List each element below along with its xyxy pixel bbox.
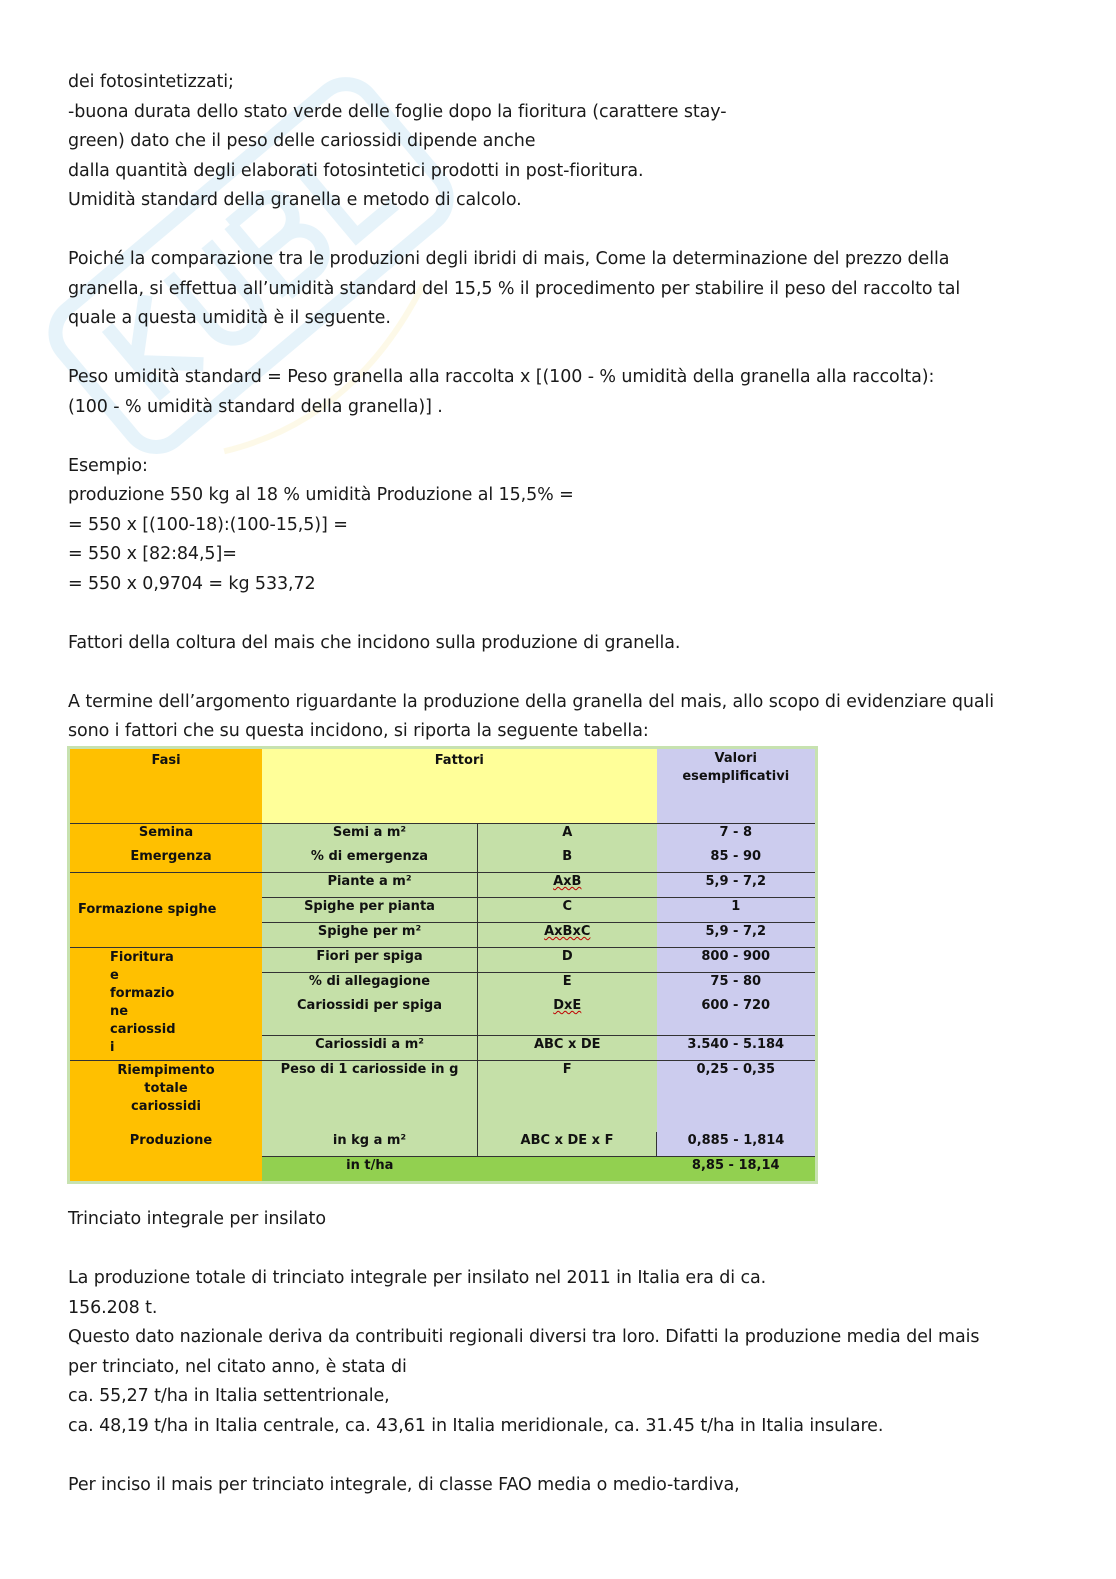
- fattore: Semi a m²: [262, 824, 478, 849]
- header-valori: Valori esemplificativi: [657, 748, 817, 824]
- simbolo: ABC x DE: [478, 1035, 657, 1060]
- text-line: = 550 x 0,9704 = kg 533,72: [68, 573, 316, 594]
- fase-semina: Semina: [69, 824, 263, 849]
- valore: 800 - 900: [657, 948, 817, 973]
- text-line: dalla quantità degli elaborati fotosintetici prodotti in post-fioritura.: [68, 160, 644, 181]
- text-line: = 550 x [(100-18):(100-15,5)] =: [68, 514, 348, 535]
- text-line: -buona durata dello stato verde delle foglie dopo la fioritura (carattere stay-: [68, 101, 727, 122]
- fattore: % di emergenza: [262, 848, 478, 873]
- valore: 600 - 720: [657, 997, 817, 1035]
- valore: 0,885 - 1,814: [657, 1132, 817, 1157]
- text-line: green) dato che il peso delle cariossidi dipende anche: [68, 131, 536, 151]
- text-line: produzione 550 kg al 18 % umidità Produzione al 15,5% =: [68, 485, 574, 505]
- blank-line: [68, 599, 1048, 629]
- valore: 85 - 90: [657, 848, 817, 873]
- simbolo: D: [478, 948, 657, 973]
- simbolo: B: [478, 848, 657, 873]
- text-line: Trinciato integrale per insilato: [68, 1209, 326, 1229]
- text-line: Umidità standard della granella e metodo di calcolo.: [68, 190, 522, 210]
- text-line: Questo dato nazionale deriva da contribuiti regionali diversi tra loro. Difatti la produzione media del mais: [68, 1327, 980, 1347]
- document-body-bottom: [68, 1205, 1048, 1500]
- fase-fioritura: Fioritura e formazio ne cariossid i: [69, 948, 263, 1061]
- fase-produzione: Produzione: [69, 1132, 263, 1157]
- fattore: Spighe per m²: [262, 923, 478, 948]
- valore: 3.540 - 5.184: [657, 1035, 817, 1060]
- fattore: Cariossidi per spiga: [262, 997, 478, 1035]
- text-line: Per inciso il mais per trinciato integrale, di classe FAO media o medio-tardiva,: [68, 1474, 740, 1495]
- valore: 75 - 80: [657, 973, 817, 998]
- fase-formazione-spighe: Formazione spighe: [69, 873, 263, 948]
- text-line: dei fotosintetizzati;: [68, 72, 234, 92]
- fattore: Fiori per spiga: [262, 948, 478, 973]
- fattore-total: in t/ha: [262, 1157, 478, 1183]
- valore: 7 - 8: [657, 824, 817, 849]
- simbolo: C: [478, 898, 657, 923]
- simbolo: E: [478, 973, 657, 998]
- blank-line: [68, 216, 1048, 246]
- header-fattori: Fattori: [262, 748, 657, 824]
- fattore: Cariossidi a m²: [262, 1035, 478, 1060]
- header-fasi: Fasi: [69, 748, 263, 824]
- valore: 1: [657, 898, 817, 923]
- fattore: Peso di 1 cariosside in g: [262, 1060, 478, 1132]
- fattore: % di allegagione: [262, 973, 478, 998]
- blank-line: [68, 334, 1048, 364]
- text-line: Poiché la comparazione tra le produzioni degli ibridi di mais, Come la determinazione del prezzo della: [68, 249, 950, 269]
- simbolo: ABC x DE x F: [478, 1132, 657, 1157]
- text-line: granella, si effettua all’umidità standard del 15,5 % il procedimento per stabilire il peso del raccolto tal: [68, 278, 961, 299]
- factors-table: [67, 746, 818, 1184]
- text-line: (100 - % umidità standard della granella)] .: [68, 396, 443, 417]
- text-line: La produzione totale di trinciato integrale per insilato nel 2011 in Italia era di ca.: [68, 1268, 767, 1288]
- text-line: Esempio:: [68, 455, 148, 476]
- text-line: 156.208 t.: [68, 1297, 158, 1318]
- blank-line: [68, 658, 1048, 688]
- fase-empty: [69, 1157, 263, 1183]
- simbolo: DxE: [478, 997, 657, 1035]
- valore: 5,9 - 7,2: [657, 923, 817, 948]
- text-line: A termine dell’argomento riguardante la produzione della granella del mais, allo scopo di evidenziare quali: [68, 691, 994, 712]
- simbolo: AxB: [478, 873, 657, 898]
- text-line: ca. 55,27 t/ha in Italia settentrionale,: [68, 1386, 390, 1406]
- blank-line: [68, 422, 1048, 452]
- blank-line: [68, 1441, 1048, 1471]
- fase-riempimento: Riempimento totale cariossidi: [69, 1060, 263, 1132]
- simbolo: F: [478, 1060, 657, 1132]
- fattore: Piante a m²: [262, 873, 478, 898]
- simbolo-total: [478, 1157, 657, 1183]
- valore-total: 8,85 - 18,14: [657, 1157, 817, 1183]
- fase-emergenza: Emergenza: [69, 848, 263, 873]
- text-line: = 550 x [82:84,5]=: [68, 544, 237, 564]
- text-line: per trinciato, nel citato anno, è stata di: [68, 1356, 407, 1377]
- document-body: [68, 68, 1048, 747]
- simbolo: A: [478, 824, 657, 849]
- text-line: Peso umidità standard = Peso granella alla raccolta x [(100 - % umidità della granella alla raccolta):: [68, 367, 935, 387]
- text-line: sono i fattori che su questa incidono, si riporta la seguente tabella:: [68, 721, 649, 741]
- text-line: quale a questa umidità è il seguente.: [68, 308, 391, 328]
- fattore: Spighe per pianta: [262, 898, 478, 923]
- simbolo: AxBxC: [478, 923, 657, 948]
- text-line: Fattori della coltura del mais che incidono sulla produzione di granella.: [68, 632, 681, 653]
- valore: 0,25 - 0,35: [657, 1060, 817, 1132]
- valore: 5,9 - 7,2: [657, 873, 817, 898]
- blank-line: [68, 1235, 1048, 1265]
- fattore: in kg a m²: [262, 1132, 478, 1157]
- text-line: ca. 48,19 t/ha in Italia centrale, ca. 43,61 in Italia meridionale, ca. 31.45 t/ha in Italia insulare.: [68, 1415, 884, 1436]
